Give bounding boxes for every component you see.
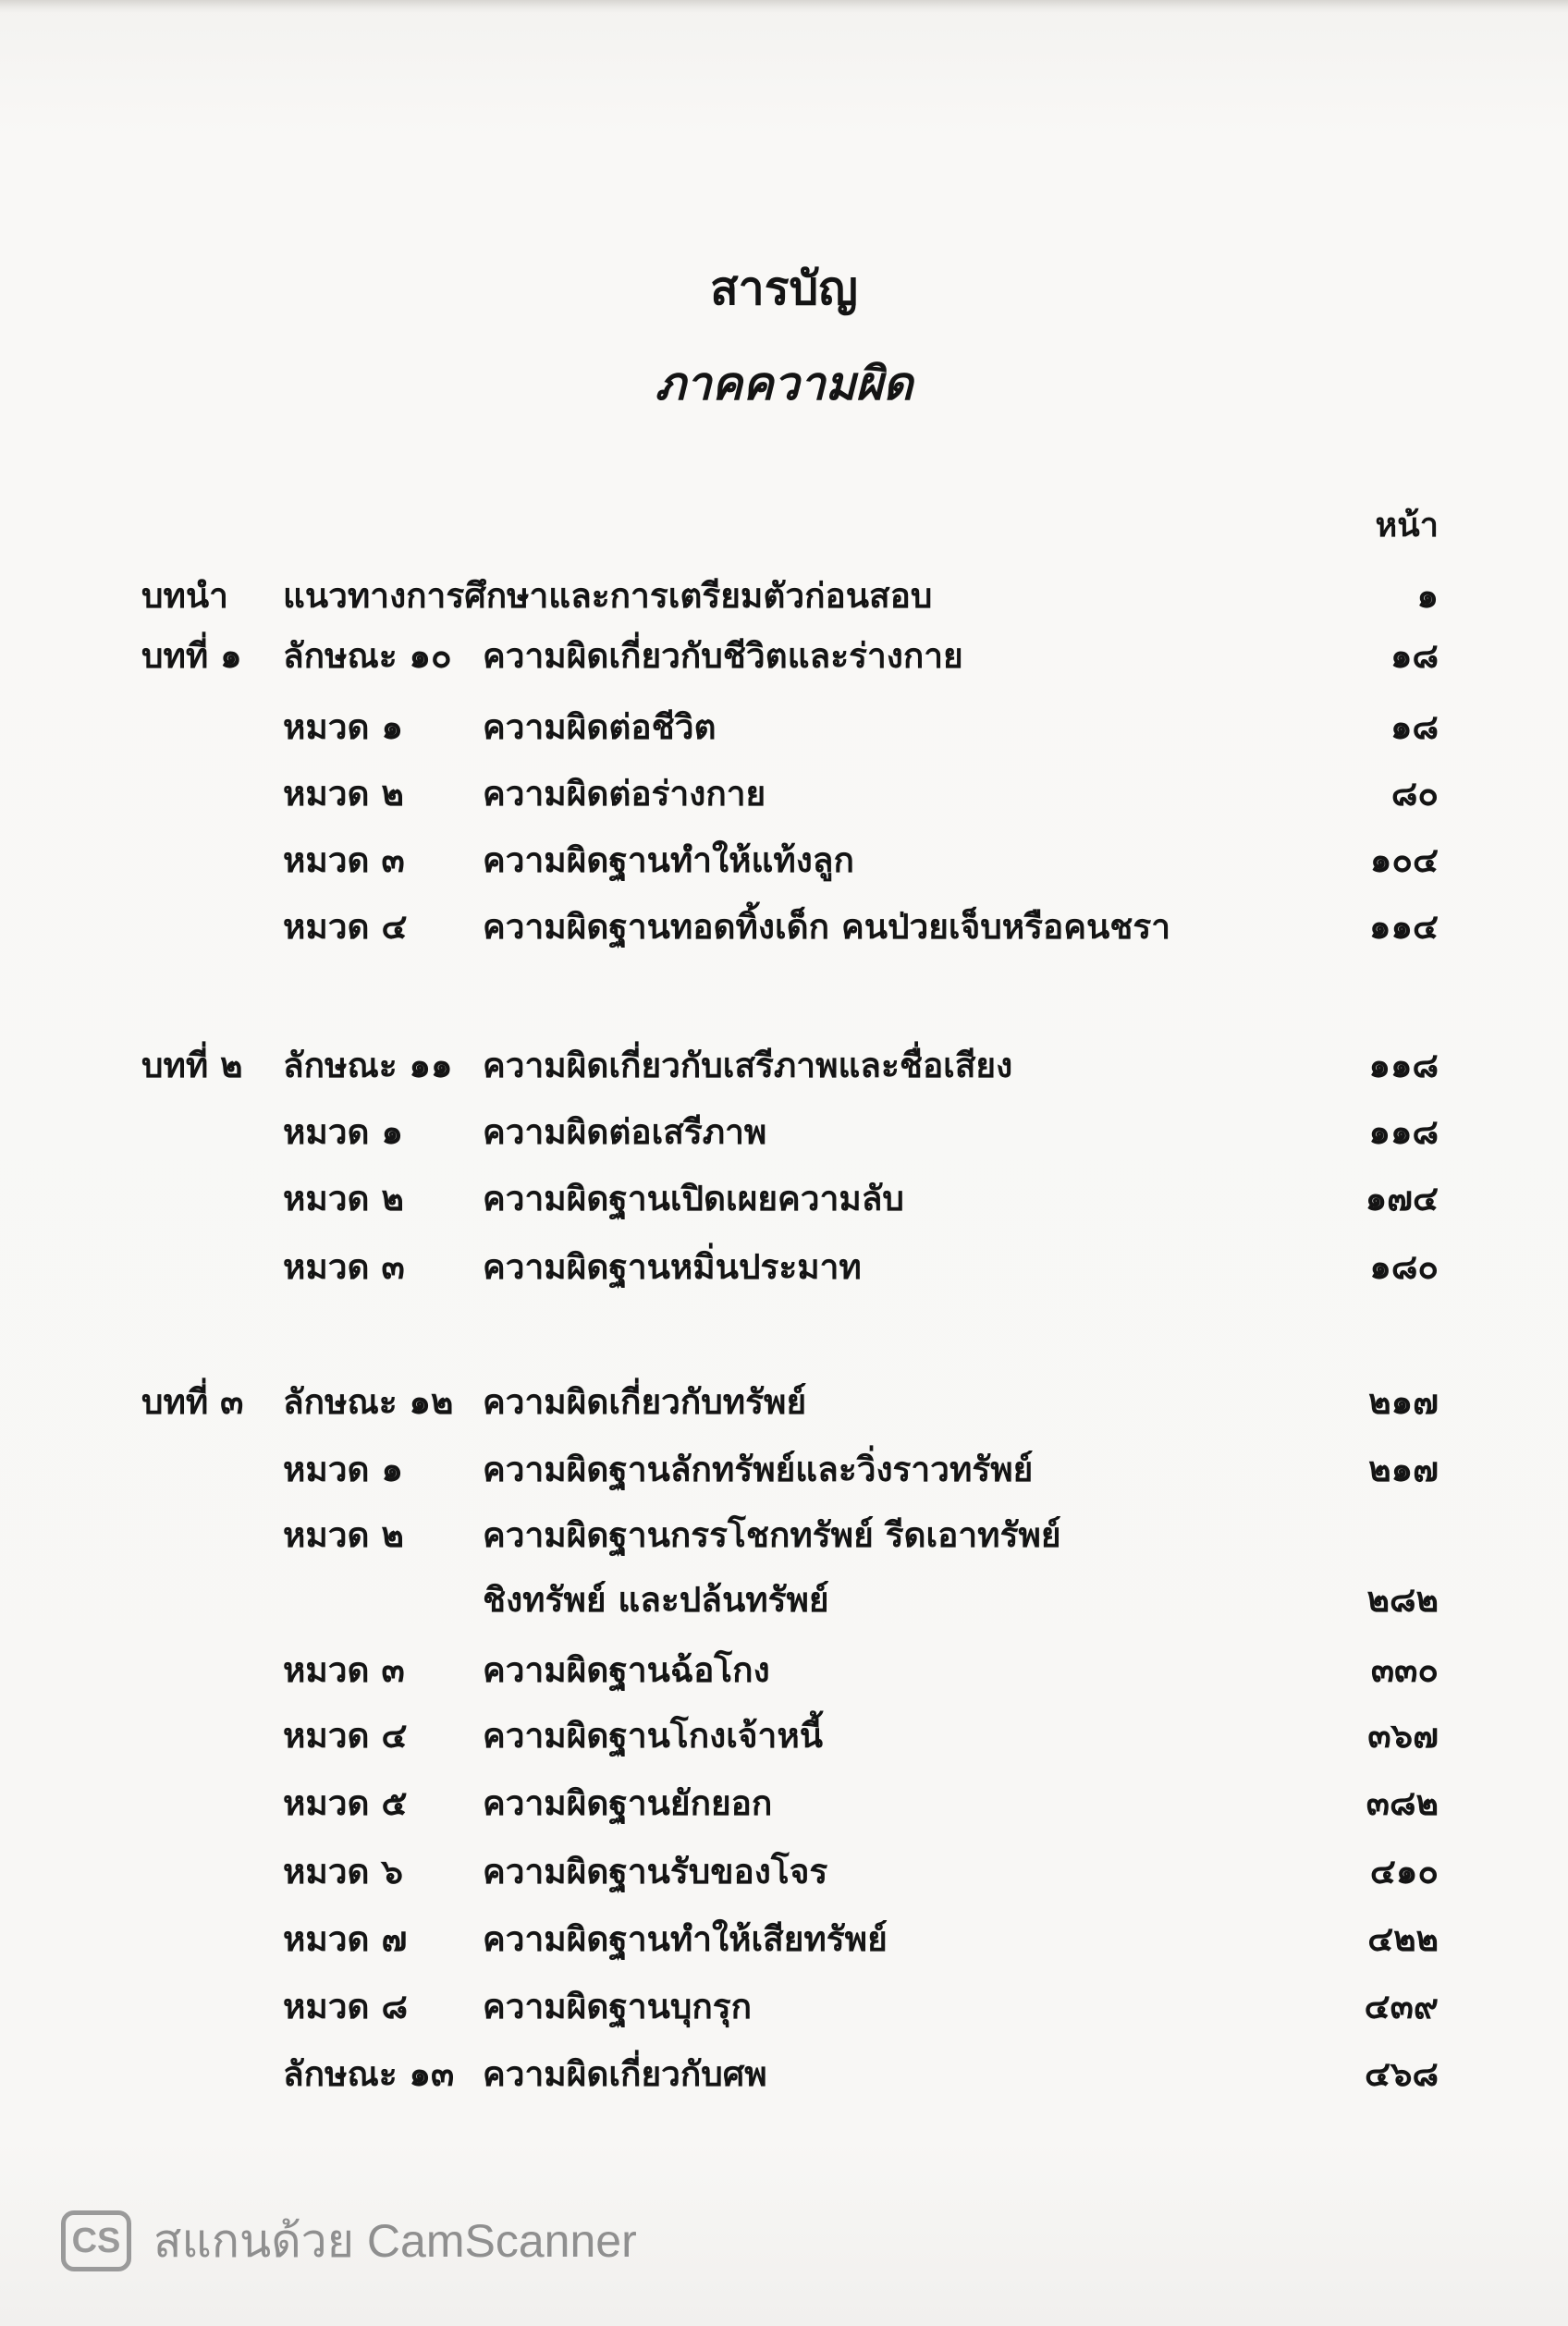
toc-part: ลักษณะ ๑๐ <box>283 635 452 676</box>
toc-page-number: ๔๓๙ <box>1364 1986 1439 2026</box>
toc-entry <box>0 2051 1568 2096</box>
toc-page-number: ๑๗๔ <box>1365 1178 1439 1218</box>
toc-page-number: ๔๒๒ <box>1367 1918 1439 1959</box>
toc-title: ความผิดเกี่ยวกับชีวิตและร่างกาย <box>483 635 963 676</box>
toc-entry <box>0 573 1568 618</box>
toc-part: ลักษณะ ๑๒ <box>283 1381 454 1422</box>
toc-part: ลักษณะ ๑๑ <box>283 1045 453 1085</box>
toc-title: ความผิดฐานทอดทิ้งเด็ก คนป่วยเจ็บหรือคนชรา <box>483 906 1171 947</box>
toc-part: หมวด ๑ <box>283 1449 403 1489</box>
toc-page-number: ๔๑๐ <box>1369 1851 1439 1891</box>
toc-page-number: ๑ <box>1416 575 1439 616</box>
toc-page-number: ๑๐๔ <box>1369 839 1439 880</box>
toc-title: ความผิดฐานโกงเจ้าหนี้ <box>483 1715 824 1756</box>
toc-part: หมวด ๒ <box>283 773 404 814</box>
toc-title: ความผิดฐานรับของโจร <box>483 1851 828 1891</box>
toc-title: แนวทางการศึกษาและการเตรียมตัวก่อนสอบ <box>283 575 933 616</box>
toc-title: ความผิดฐานกรรโชกทรัพย์ รีดเอาทรัพย์ <box>483 1514 1061 1555</box>
toc-part: หมวด ๑ <box>283 706 403 747</box>
toc-title: ชิงทรัพย์ และปล้นทรัพย์ <box>483 1579 829 1620</box>
toc-page-number: ๑๑๔ <box>1369 906 1439 947</box>
page-top-edge <box>0 0 1568 13</box>
toc-page-number: ๑๘๐ <box>1369 1246 1439 1287</box>
toc-part: หมวด ๒ <box>283 1514 404 1555</box>
toc-page-number: ๘๐ <box>1390 773 1439 814</box>
page-column-header: หน้า <box>1375 506 1439 545</box>
page-title: สารบัญ <box>710 261 858 315</box>
toc-page-number: ๑๘ <box>1390 635 1439 676</box>
toc-page-number: ๓๓๐ <box>1370 1649 1439 1690</box>
toc-part: หมวด ๔ <box>283 906 408 947</box>
toc-chapter: บทที่ ๑ <box>141 635 242 676</box>
toc-entry <box>0 633 1568 678</box>
toc-page-number: ๑๘ <box>1390 706 1439 747</box>
toc-title: ความผิดฐานยักยอก <box>483 1782 773 1823</box>
toc-chapter: บทนำ <box>141 575 228 616</box>
toc-title: ความผิดต่อร่างกาย <box>483 773 766 814</box>
camscanner-logo-icon: CS <box>61 2210 131 2271</box>
toc-title: ความผิดต่อเสรีภาพ <box>483 1111 767 1152</box>
toc-part: หมวด ๓ <box>283 1246 405 1287</box>
toc-title: ความผิดฐานหมิ่นประมาท <box>483 1246 862 1287</box>
toc-entry <box>0 1647 1568 1692</box>
toc-entry <box>0 1849 1568 1893</box>
toc-entry <box>0 1447 1568 1491</box>
watermark-text: สแกนด้วย CamScanner <box>153 2215 637 2267</box>
toc-page-number: ๓๖๗ <box>1367 1715 1439 1756</box>
toc-entry <box>0 904 1568 949</box>
toc-part: ลักษณะ ๑๓ <box>283 2053 455 2094</box>
toc-page-number: ๔๖๘ <box>1364 2053 1439 2094</box>
toc-entry <box>0 771 1568 815</box>
toc-title: ความผิดฐานฉ้อโกง <box>483 1649 770 1690</box>
toc-entry <box>0 1043 1568 1087</box>
toc-entry <box>0 1176 1568 1220</box>
toc-part: หมวด ๑ <box>283 1111 403 1152</box>
toc-title: ความผิดต่อชีวิต <box>483 706 717 747</box>
toc-entry <box>0 1379 1568 1424</box>
toc-entry <box>0 704 1568 749</box>
toc-part: หมวด ๔ <box>283 1715 408 1756</box>
toc-page-number: ๒๑๗ <box>1368 1449 1439 1489</box>
toc-page-number: ๒๑๗ <box>1368 1381 1439 1422</box>
toc-chapter: บทที่ ๒ <box>141 1045 243 1085</box>
toc-title: ความผิดฐานเปิดเผยความลับ <box>483 1178 904 1218</box>
toc-title: ความผิดฐานทำให้เสียทรัพย์ <box>483 1918 888 1959</box>
toc-part: หมวด ๕ <box>283 1782 408 1823</box>
toc-page-number: ๑๑๘ <box>1368 1111 1439 1152</box>
toc-page-number: ๒๘๒ <box>1366 1579 1439 1620</box>
toc-part: หมวด ๖ <box>283 1851 403 1891</box>
toc-entry <box>0 1244 1568 1289</box>
toc-entry <box>0 1577 1568 1622</box>
toc-part: หมวด ๓ <box>283 839 405 880</box>
toc-title: ความผิดเกี่ยวกับทรัพย์ <box>483 1381 807 1422</box>
toc-entry <box>0 1781 1568 1825</box>
toc-part: หมวด ๓ <box>283 1649 405 1690</box>
toc-part: หมวด ๗ <box>283 1918 408 1959</box>
toc-title: ความผิดเกี่ยวกับเสรีภาพและชื่อเสียง <box>483 1045 1013 1085</box>
toc-entry <box>0 1713 1568 1757</box>
toc-part: หมวด ๘ <box>283 1986 409 2026</box>
toc-title: ความผิดเกี่ยวกับศพ <box>483 2053 767 2094</box>
toc-title: ความผิดฐานทำให้แท้งลูก <box>483 839 854 880</box>
toc-part: หมวด ๒ <box>283 1178 404 1218</box>
page-subtitle: ภาคความผิด <box>655 356 913 410</box>
toc-title: ความผิดฐานบุกรุก <box>483 1986 753 2026</box>
toc-chapter: บทที่ ๓ <box>141 1381 244 1422</box>
toc-page-number: ๓๘๒ <box>1366 1782 1439 1823</box>
toc-page-number: ๑๑๘ <box>1368 1045 1439 1085</box>
toc-entry <box>0 838 1568 882</box>
toc-title: ความผิดฐานลักทรัพย์และวิ่งราวทรัพย์ <box>483 1449 1034 1489</box>
toc-entry <box>0 1984 1568 2028</box>
toc-entry <box>0 1916 1568 1961</box>
toc-entry <box>0 1512 1568 1557</box>
toc-entry <box>0 1109 1568 1154</box>
